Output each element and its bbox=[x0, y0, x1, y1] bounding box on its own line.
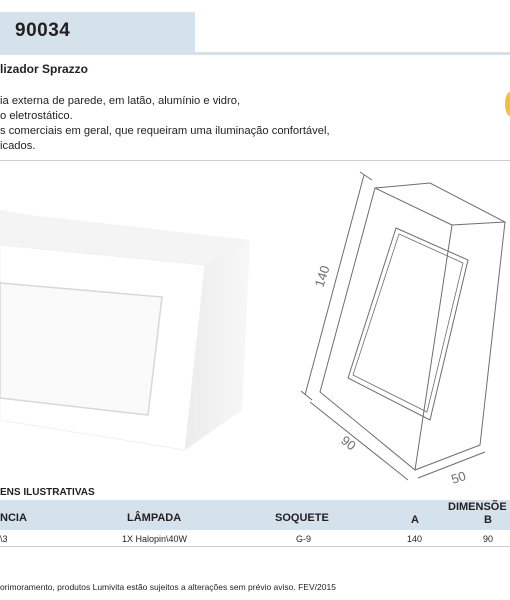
footer-note: orimoramento, produtos Lumivita estão sujeitos a alterações sem prévio aviso. FEV/2015 bbox=[0, 582, 336, 592]
product-code: 90034 bbox=[15, 20, 71, 41]
header-dimensoes: DIMENSÕE bbox=[448, 501, 507, 513]
dimension-label-width: 90 bbox=[338, 432, 359, 454]
header-b: B bbox=[484, 514, 492, 526]
images-caption: ENS ILUSTRATIVAS bbox=[0, 487, 95, 498]
cell-soquete: G-9 bbox=[296, 534, 312, 544]
table-header-row bbox=[0, 500, 510, 530]
drawing-outline bbox=[320, 183, 505, 470]
cell-potencia: \3 bbox=[0, 534, 8, 544]
table-row-divider bbox=[0, 546, 510, 547]
description-line: s comerciais em geral, que requeiram uma iluminação confortável, bbox=[0, 125, 330, 137]
dimension-label-height: 140 bbox=[311, 263, 333, 289]
description-line: icados. bbox=[0, 140, 36, 152]
cell-lampada: 1X Halopin\40W bbox=[122, 534, 188, 544]
description-line: ia externa de parede, em latão, alumínio e vidro, bbox=[0, 95, 241, 107]
header-a: A bbox=[411, 514, 419, 526]
description-line: o eletrostático. bbox=[0, 110, 73, 122]
header-lampada: LÂMPADA bbox=[127, 512, 182, 524]
cell-b: 90 bbox=[483, 534, 494, 544]
header-potencia: NCIA bbox=[0, 512, 27, 524]
product-name: lizador Sprazzo bbox=[0, 62, 89, 76]
header-soquete: SOQUETE bbox=[275, 512, 329, 524]
dimension-label-depth: 50 bbox=[449, 468, 468, 487]
cell-a: 140 bbox=[407, 534, 423, 544]
